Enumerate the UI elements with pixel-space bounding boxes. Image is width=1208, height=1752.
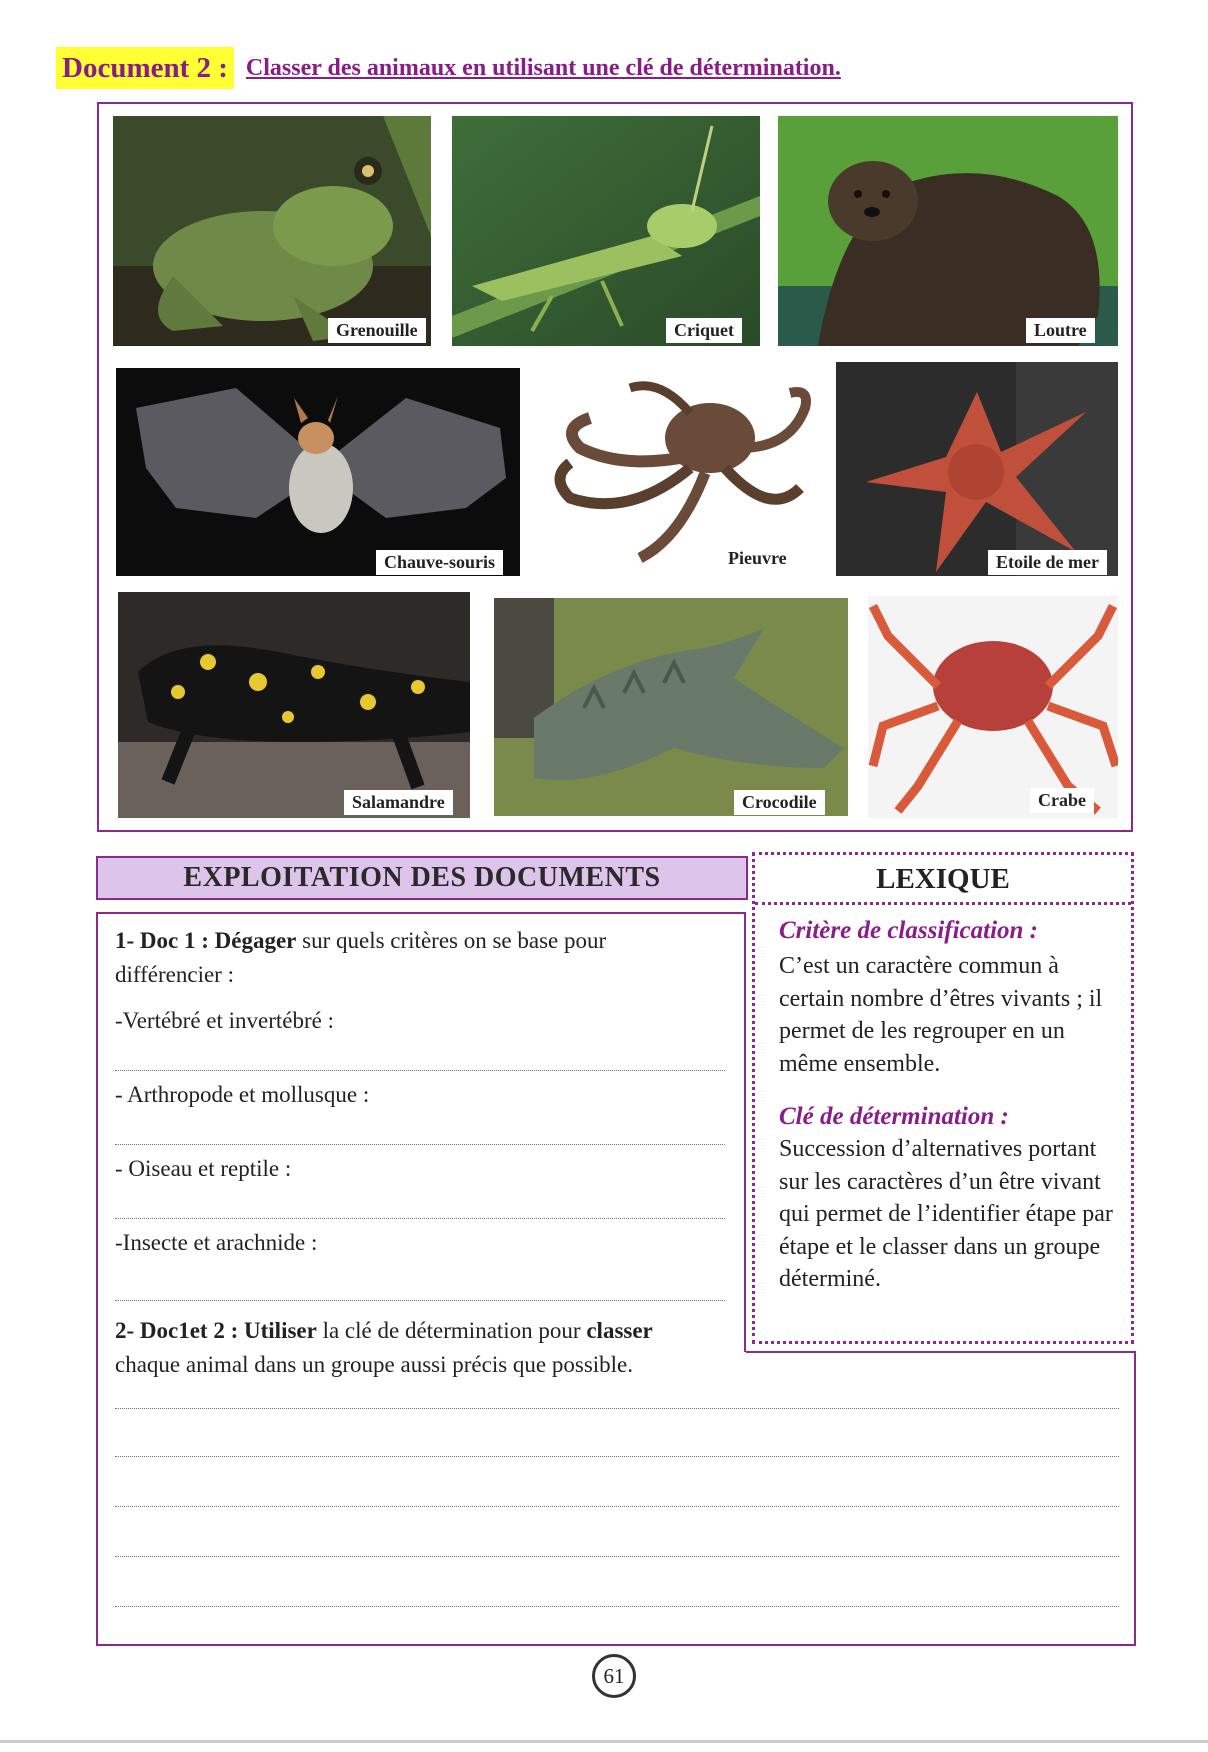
- answer-line[interactable]: [115, 1506, 1119, 1507]
- answer-line[interactable]: [115, 1456, 1119, 1457]
- lexique-box: [752, 852, 1134, 1344]
- document-heading: Classer des animaux en utilisant une clé de détermination.: [245, 54, 841, 81]
- octopus-photo: [540, 368, 820, 576]
- photo-label: Loutre: [1026, 318, 1095, 343]
- answer-line[interactable]: [115, 1408, 1119, 1409]
- photo-label: Crabe: [1030, 788, 1094, 813]
- photo-label: Grenouille: [328, 318, 426, 343]
- lexique-definition: C’est un caractère commun à certain nombre d’êtres vivants ; il permet de les regrouper en un même ensemble.: [779, 953, 1103, 1077]
- question-1-rest: sur quels critères on se base pour: [296, 928, 607, 953]
- lexique-separator: [755, 902, 1131, 905]
- bottom-rule: [0, 1740, 1208, 1743]
- answer-line[interactable]: [115, 1070, 725, 1071]
- question-2-prefix: 2- Doc1et 2 :: [115, 1318, 245, 1343]
- lexique-term: Clé de détermination :: [779, 1103, 1009, 1130]
- grasshopper-photo: [452, 116, 760, 346]
- bat-photo: [116, 368, 520, 576]
- crab-photo: [868, 596, 1118, 818]
- criterion-item: -Insecte et arachnide :: [115, 1230, 318, 1255]
- answer-line[interactable]: [115, 1144, 725, 1145]
- question-2-line2: chaque animal dans un groupe aussi précis que possible.: [115, 1352, 634, 1377]
- photo-label: Salamandre: [344, 790, 453, 815]
- answer-box: [96, 1352, 1136, 1646]
- question-1-prefix: 1- Doc 1 :: [115, 928, 215, 953]
- photo-label: Crocodile: [734, 790, 825, 815]
- exploitation-banner: EXPLOITATION DES DOCUMENTS: [96, 856, 748, 900]
- photo-label: Chauve-souris: [376, 550, 503, 575]
- question-2-verb: Utiliser: [244, 1318, 317, 1343]
- question-2-mid: la clé de détermination pour: [316, 1318, 587, 1343]
- starfish-photo: [836, 362, 1118, 576]
- criterion-item: -Vertébré et invertébré :: [115, 1008, 335, 1033]
- frog-photo: [113, 116, 431, 346]
- question-2-verb2: classer: [586, 1318, 653, 1343]
- photo-label: Pieuvre: [720, 546, 795, 571]
- photo-label: Criquet: [666, 318, 742, 343]
- crocodile-photo: [494, 598, 848, 816]
- document-badge: Document 2 :: [56, 47, 234, 89]
- document-title: [56, 46, 841, 90]
- lexique-term: Critère de classification :: [779, 917, 1038, 944]
- criterion-item: - Oiseau et reptile :: [115, 1156, 292, 1181]
- question-2: [115, 1318, 653, 1344]
- answer-line[interactable]: [115, 1556, 1119, 1557]
- photo-label: Etoile de mer: [988, 550, 1107, 575]
- lexique-title: LEXIQUE: [876, 863, 1010, 895]
- answer-line[interactable]: [115, 1218, 725, 1219]
- salamander-photo: [118, 592, 470, 818]
- lexique-definition: Succession d’alternatives portant sur les caractères d’un être vivant qui permet de l’identifier étape par étape et le classer dans un groupe déterminé.: [779, 1136, 1113, 1292]
- answer-line[interactable]: [115, 1300, 725, 1301]
- question-1-verb: Dégager: [214, 928, 297, 953]
- question-1: [115, 928, 606, 954]
- question-1-line2: différencier :: [115, 962, 234, 987]
- answer-line[interactable]: [115, 1606, 1119, 1607]
- otter-photo: [778, 116, 1118, 346]
- criterion-item: - Arthropode et mollusque :: [115, 1082, 370, 1107]
- page-number: 61: [592, 1654, 636, 1698]
